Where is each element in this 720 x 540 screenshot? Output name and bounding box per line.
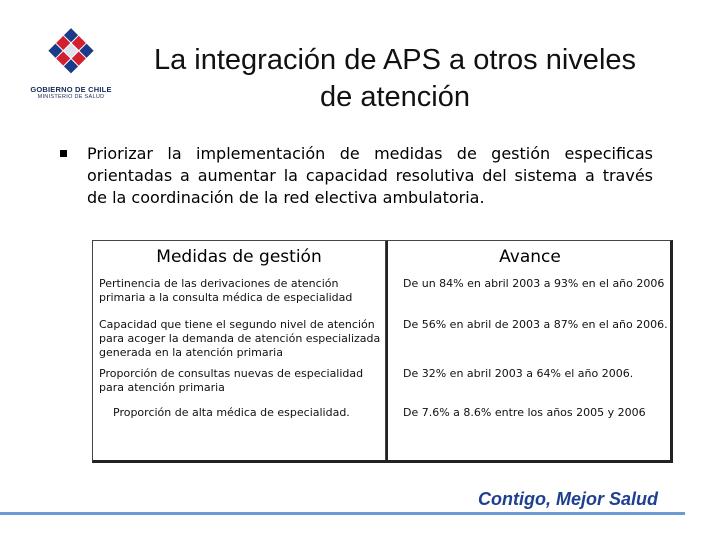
row-2-measure: Capacidad que tiene el segundo nivel de atención para acoger la demanda de atención especializada generada en la atención primaria [99,318,381,359]
page-title [100,42,690,116]
row-1-progress: De un 84% en abril 2003 a 93% en el año 2006 [403,277,665,290]
row-2-progress: De 56% en abril de 2003 a 87% en el año 2006. [403,318,668,331]
row-1-measure: Pertinencia de las derivaciones de atención primaria a la consulta médica de especialidad [99,277,353,304]
management-measures-table [92,240,673,463]
title-line-1: La integración de APS a otros niveles [153,44,637,76]
row-4-measure: Proporción de alta médica de especialidad. [113,406,350,419]
logo-line-1: GOBIERNO DE CHILE [30,85,112,94]
header-measures: Medidas de gestión [156,247,322,267]
footer-divider [0,512,685,515]
header-progress: Avance [499,247,561,267]
footer-slogan: Contigo, Mejor Salud [478,489,658,509]
bullet-square-icon [60,150,67,157]
bullet-text: Priorizar la implementación de medidas de gestión especificas orientadas a aumentar la capacidad resolutiva del sistema a través de la coordinación de la red electiva ambulatoria. [87,144,653,207]
row-4-progress: De 7.6% a 8.6% entre los años 2005 y 2006 [403,406,646,419]
column-divider [385,241,388,460]
row-3-measure: Proporción de consultas nuevas de especialidad para atención primaria [99,367,364,394]
bullet-point [60,143,653,209]
chile-logo-icon [46,28,96,83]
row-3-progress: De 32% en abril 2003 a 64% el año 2006. [403,367,634,380]
title-line-2: de atención [320,81,470,113]
logo-line-2: MINISTERIO DE SALUD [37,94,105,100]
